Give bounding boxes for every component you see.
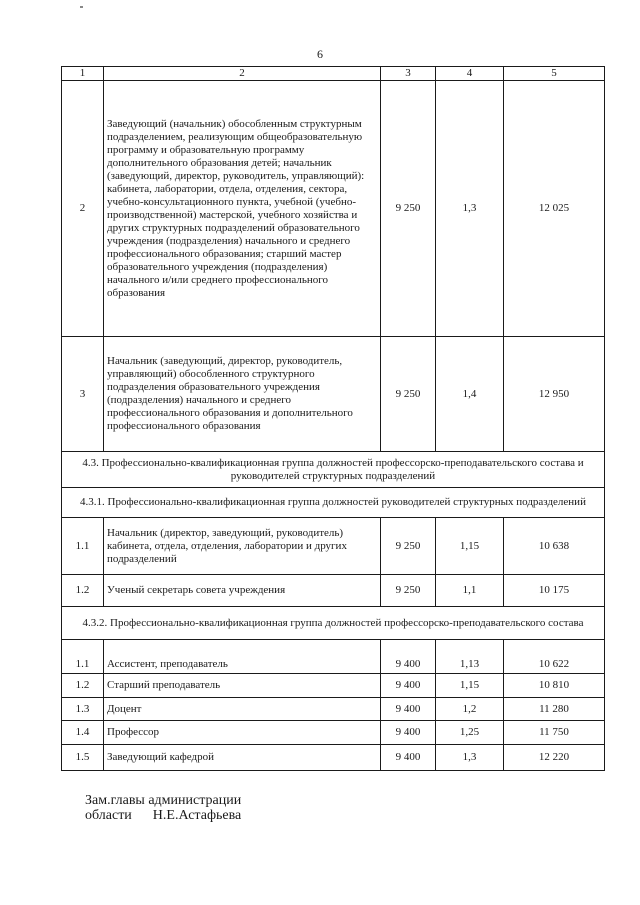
position-title: Профессор xyxy=(104,721,381,745)
position-title: Старший преподаватель xyxy=(104,674,381,698)
salary-table xyxy=(61,66,605,771)
coefficient: 1,15 xyxy=(436,518,504,575)
position-title: Заведующий кафедрой xyxy=(104,745,381,771)
total-salary: 11 280 xyxy=(504,698,605,721)
base-salary: 9 400 xyxy=(381,698,436,721)
total-salary: 10 638 xyxy=(504,518,605,575)
base-salary: 9 400 xyxy=(381,640,436,674)
coefficient: 1,3 xyxy=(436,745,504,771)
row-number: 1.5 xyxy=(62,745,104,771)
page-number: 6 xyxy=(317,47,323,61)
row-number: 3 xyxy=(62,337,104,452)
base-salary: 9 250 xyxy=(381,518,436,575)
row-number: 1.2 xyxy=(62,674,104,698)
section-heading: 4.3. Профессионально-квалификационная группа должностей профессорско-преподавательского состава и руководителей структурных подразделений xyxy=(62,452,605,488)
header-col-4: 4 xyxy=(436,67,504,81)
row-number: 1.3 xyxy=(62,698,104,721)
row-number: 1.1 xyxy=(62,518,104,575)
table-row xyxy=(62,745,605,771)
table-row xyxy=(62,674,605,698)
signature-name: области Н.Е.Астафьева xyxy=(85,808,242,823)
base-salary: 9 400 xyxy=(381,674,436,698)
table-row xyxy=(62,575,605,607)
header-col-5: 5 xyxy=(504,67,605,81)
total-salary: 12 950 xyxy=(504,337,605,452)
position-title: Начальник (директор, заведующий, руководитель) кабинета, отдела, отделения, лаборатории и других подразделений xyxy=(104,518,381,575)
header-col-3: 3 xyxy=(381,67,436,81)
header-col-1: 1 xyxy=(62,67,104,81)
coefficient: 1,1 xyxy=(436,575,504,607)
row-number: 2 xyxy=(62,81,104,337)
row-number: 1.4 xyxy=(62,721,104,745)
table-row xyxy=(62,337,605,452)
position-title: Начальник (заведующий, директор, руководитель, управляющий) обособленного структурного подразделения образовательного учреждения (подразделения) начального и среднего профессионального образования и дополнительного профессионального образования xyxy=(104,337,381,452)
section-heading-row xyxy=(62,452,605,488)
scan-mark xyxy=(80,6,83,8)
base-salary: 9 250 xyxy=(381,81,436,337)
position-title: Ассистент, преподаватель xyxy=(104,640,381,674)
base-salary: 9 250 xyxy=(381,337,436,452)
base-salary: 9 400 xyxy=(381,745,436,771)
coefficient: 1,15 xyxy=(436,674,504,698)
table-row xyxy=(62,81,605,337)
table-row xyxy=(62,640,605,674)
subsection-heading-row xyxy=(62,488,605,518)
row-number: 1.2 xyxy=(62,575,104,607)
base-salary: 9 250 xyxy=(381,575,436,607)
position-title: Ученый секретарь совета учреждения xyxy=(104,575,381,607)
total-salary: 12 025 xyxy=(504,81,605,337)
base-salary: 9 400 xyxy=(381,721,436,745)
subsection-heading-row xyxy=(62,607,605,640)
position-title: Заведующий (начальник) обособленным структурным подразделением, реализующим общеобразовательную программу и образовательную программу дополнительного образования детей; начальник (заведующий, директор, руководитель, управляющий): кабинета, лаборатории, отдела, отделения, сектора, учебно-консультационного пункта, учебной (учебно-производственной) мастерской, учебного хозяйства и других структурных подразделений образовательного учреждения (подразделения) начального и среднего профессионального образования; старший мастер образовательного учреждения (подразделения) начального и/или среднего профессионального образования xyxy=(104,81,381,337)
total-salary: 10 810 xyxy=(504,674,605,698)
row-number: 1.1 xyxy=(62,640,104,674)
signature-title: Зам.главы администрации xyxy=(85,793,242,808)
table-row xyxy=(62,518,605,575)
subsection-heading: 4.3.2. Профессионально-квалификационная группа должностей профессорско-преподавательского состава xyxy=(62,607,605,640)
subsection-heading: 4.3.1. Профессионально-квалификационная группа должностей руководителей структурных подразделений xyxy=(62,488,605,518)
position-title: Доцент xyxy=(104,698,381,721)
table-row xyxy=(62,721,605,745)
table-header-row xyxy=(62,67,605,81)
total-salary: 10 622 xyxy=(504,640,605,674)
coefficient: 1,4 xyxy=(436,337,504,452)
coefficient: 1,2 xyxy=(436,698,504,721)
header-col-2: 2 xyxy=(104,67,381,81)
coefficient: 1,25 xyxy=(436,721,504,745)
coefficient: 1,3 xyxy=(436,81,504,337)
coefficient: 1,13 xyxy=(436,640,504,674)
total-salary: 12 220 xyxy=(504,745,605,771)
total-salary: 11 750 xyxy=(504,721,605,745)
table-row xyxy=(62,698,605,721)
total-salary: 10 175 xyxy=(504,575,605,607)
